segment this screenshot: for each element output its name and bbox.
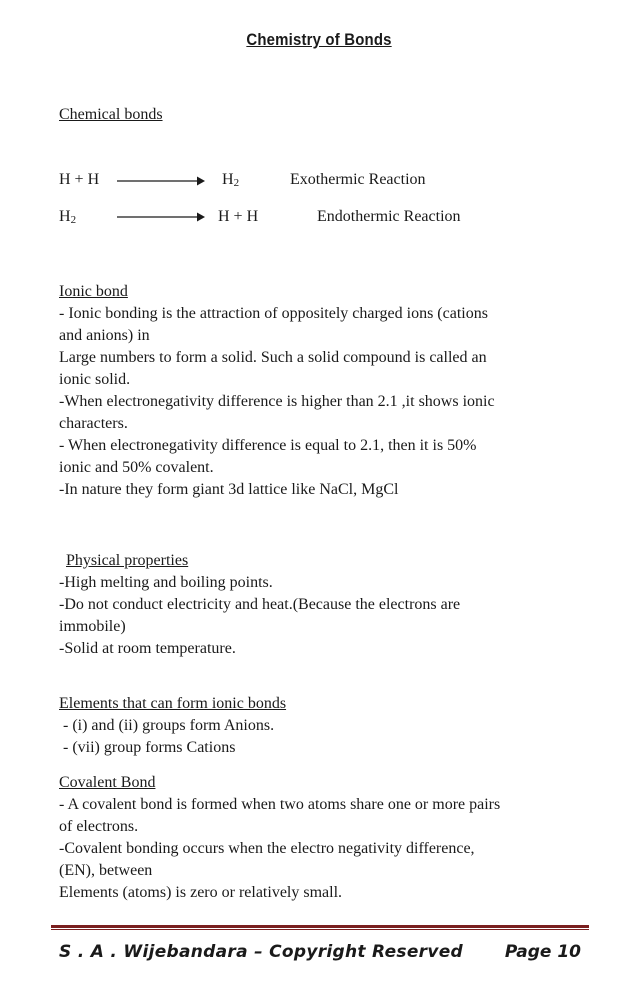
ionic-bond-line: ionic solid. [59, 371, 131, 388]
covalent-bond-line: - A covalent bond is formed when two atoms share one or more pairs [59, 796, 501, 813]
reaction2-type: Endothermic Reaction [317, 208, 461, 225]
reaction1-type: Exothermic Reaction [290, 171, 426, 188]
ionic-bond-line: ionic and 50% covalent. [59, 459, 214, 476]
reaction2-products: H + H [218, 208, 259, 225]
elements-ionic-section [59, 693, 579, 759]
covalent-bond-heading: Covalent Bond [59, 774, 156, 791]
ionic-bond-line: characters. [59, 415, 128, 432]
physical-properties-line: -Do not conduct electricity and heat.(Because the electrons are [59, 596, 461, 613]
covalent-bond-line: -Covalent bonding occurs when the electro negativity difference, [59, 840, 475, 857]
covalent-bond-line: of electrons. [59, 818, 139, 835]
chemical-bonds-heading: Chemical bonds [59, 106, 163, 123]
covalent-bond-section [59, 772, 579, 904]
physical-properties-line: immobile) [59, 618, 126, 635]
ionic-bond-line: -When electronegativity difference is higher than 2.1 ,it shows ionic [59, 393, 495, 410]
footer-page-number: Page 10 [504, 942, 581, 962]
reaction1-product: $H_2$ [222, 171, 240, 189]
covalent-bond-line: Elements (atoms) is zero or relatively small. [59, 884, 343, 901]
elements-ionic-line: - (vii) group forms Cations [59, 739, 236, 756]
ionic-bond-section [59, 281, 579, 501]
reaction2-reactant: $H_2$ [59, 208, 77, 226]
reaction1-arrow [117, 175, 205, 187]
footer-author: S . A . Wijebandara – Copyright Reserved [59, 942, 464, 962]
covalent-bond-line: (EN), between [59, 862, 153, 879]
physical-properties-section [59, 550, 579, 660]
ionic-bond-line: - Ionic bonding is the attraction of oppositely charged ions (cations [59, 305, 488, 322]
footer-divider [51, 925, 589, 928]
physical-properties-heading: Physical properties [66, 552, 189, 569]
ionic-bond-line: -In nature they form giant 3d lattice like NaCl, MgCl [59, 481, 399, 498]
page-title: Chemistry of Bonds [246, 30, 392, 49]
ionic-bond-line: Large numbers to form a solid. Such a solid compound is called an [59, 349, 487, 366]
physical-properties-line: -High melting and boiling points. [59, 574, 273, 591]
reaction1-reactants: H + H [59, 171, 100, 188]
footer-divider-thin [51, 929, 589, 930]
ionic-bond-line: - When electronegativity difference is equal to 2.1, then it is 50% [59, 437, 477, 454]
elements-ionic-heading: Elements that can form ionic bonds [59, 695, 287, 712]
elements-ionic-line: - (i) and (ii) groups form Anions. [59, 717, 275, 734]
ionic-bond-line: and anions) in [59, 327, 150, 344]
reaction2-arrow [117, 211, 205, 223]
ionic-bond-heading: Ionic bond [59, 283, 128, 300]
physical-properties-line: -Solid at room temperature. [59, 640, 236, 657]
